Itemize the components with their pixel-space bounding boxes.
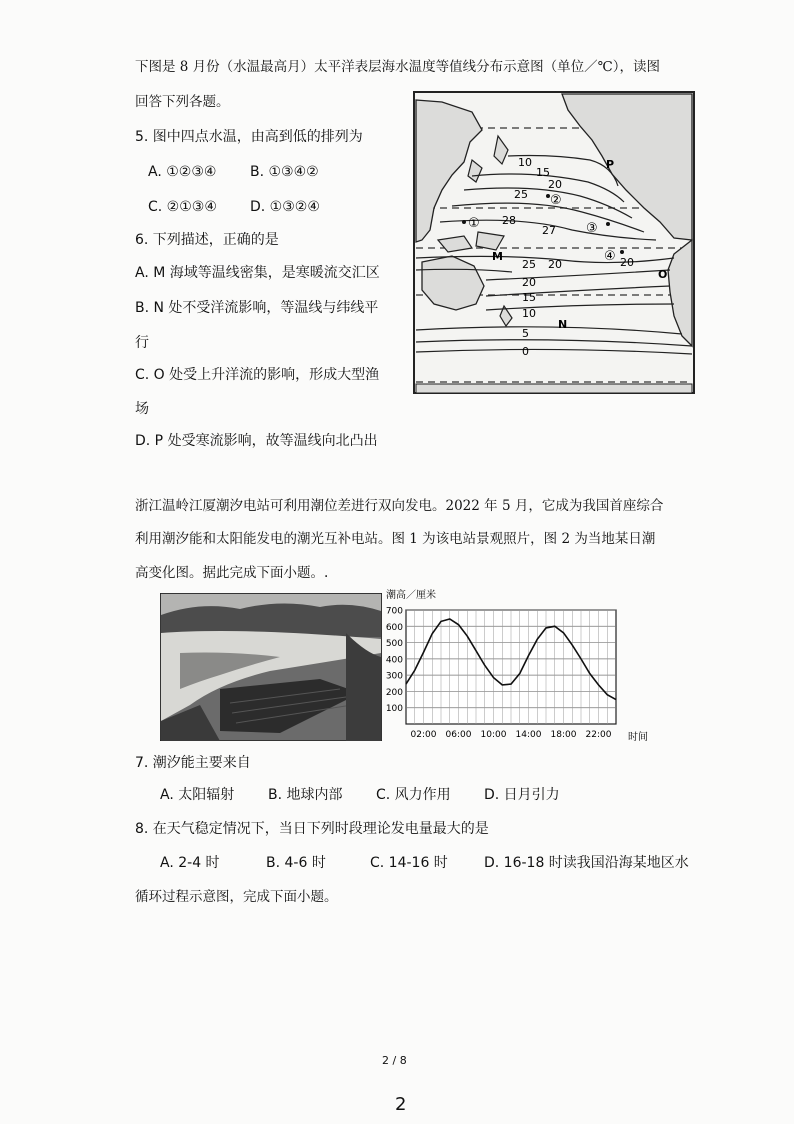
x-tick-label: 18:00 xyxy=(550,730,577,740)
chart-xlabel: 时间 xyxy=(628,732,648,743)
iso-label-27: 27 xyxy=(542,224,556,237)
q5-stem: 5. 图中四点水温，由高到低的排列为 xyxy=(135,129,363,145)
x-tick-label: 22:00 xyxy=(585,730,612,740)
q6-option-b-line2: 行 xyxy=(135,335,149,351)
tide-chart xyxy=(380,588,670,750)
q8-option-a: A. 2-4 时 xyxy=(160,855,220,871)
q5-option-c: C. ②①③④ xyxy=(148,199,217,215)
iso-label-20-east: 20 xyxy=(620,256,634,269)
point-1: ① xyxy=(468,216,480,231)
section2-line1: 浙江温岭江厦潮汐电站可利用潮位差进行双向发电。2022 年 5 月，它成为我国首座综合 xyxy=(135,498,664,514)
q7-option-b: B. 地球内部 xyxy=(268,787,343,803)
iso-label-20-south: 20 xyxy=(548,258,562,271)
q8-option-c: C. 14-16 时 xyxy=(370,855,448,871)
q7-option-a: A. 太阳辐射 xyxy=(160,787,235,803)
q6-option-d: D. P 处受寒流影响，故等温线向北凸出 xyxy=(135,433,378,449)
iso-label-28: 28 xyxy=(502,214,516,227)
q6-option-c-line1: C. O 处受上升洋流的影响，形成大型渔 xyxy=(135,367,380,383)
x-tick-label: 02:00 xyxy=(410,730,437,740)
y-tick-label: 300 xyxy=(385,671,403,682)
point-2: ② xyxy=(550,193,562,208)
q5-option-a: A. ①②③④ xyxy=(148,164,217,180)
q7-option-d: D. 日月引力 xyxy=(484,787,560,803)
section1-intro-line2: 回答下列各题。 xyxy=(135,94,230,110)
section2-line2: 利用潮汐能和太阳能发电的潮光互补电站。图 1 为该电站景观照片，图 2 为当地某日潮 xyxy=(135,531,656,547)
y-tick-label: 100 xyxy=(385,704,403,715)
q6-option-b-line1: B. N 处不受洋流影响，等温线与纬线平 xyxy=(135,300,379,316)
q6-option-a: A. M 海域等温线密集，是寒暖流交汇区 xyxy=(135,265,380,281)
label-m: M xyxy=(492,250,503,263)
page-number: 2 xyxy=(395,1094,407,1115)
iso-label-5: 5 xyxy=(522,327,529,340)
page-indicator: 2 / 8 xyxy=(382,1054,407,1067)
x-tick-label: 06:00 xyxy=(445,730,472,740)
iso-label-20-b: 20 xyxy=(522,276,536,289)
y-tick-label: 200 xyxy=(385,687,403,698)
pacific-isotherm-map xyxy=(412,90,696,395)
section2-line3: 高变化图。据此完成下面小题。. xyxy=(135,565,329,581)
y-tick-label: 500 xyxy=(385,639,403,650)
y-tick-label: 700 xyxy=(385,606,403,617)
y-tick-label: 400 xyxy=(385,655,403,666)
x-tick-label: 14:00 xyxy=(515,730,542,740)
iso-label-0: 0 xyxy=(522,345,529,358)
y-tick-label: 600 xyxy=(385,622,403,633)
q5-option-d: D. ①③②④ xyxy=(250,199,320,215)
iso-label-10: 10 xyxy=(518,156,532,169)
x-tick-label: 10:00 xyxy=(480,730,507,740)
q8-option-b: B. 4-6 时 xyxy=(266,855,326,871)
point-3: ③ xyxy=(586,221,598,236)
point-4: ④ xyxy=(604,249,616,264)
iso-label-10-south: 10 xyxy=(522,307,536,320)
tidal-station-photo xyxy=(160,593,382,741)
iso-label-15: 15 xyxy=(536,166,550,179)
q6-option-c-line2: 场 xyxy=(135,401,149,417)
section1-intro-line1: 下图是 8 月份（水温最高月）太平洋表层海水温度等值线分布示意图（单位／℃），读图 xyxy=(135,59,661,75)
q8-stem: 8. 在天气稳定情况下，当日下列时段理论发电量最大的是 xyxy=(135,821,489,837)
q8-option-d: D. 16-18 时读我国沿海某地区水 xyxy=(484,855,689,871)
q7-option-c: C. 风力作用 xyxy=(376,787,451,803)
iso-label-25: 25 xyxy=(514,188,528,201)
q6-stem: 6. 下列描述，正确的是 xyxy=(135,232,279,248)
iso-label-25-south: 25 xyxy=(522,258,536,271)
label-n: N xyxy=(558,318,568,331)
label-o: O xyxy=(658,268,668,281)
q8-continuation: 循环过程示意图，完成下面小题。 xyxy=(135,889,338,905)
chart-ylabel: 潮高／厘米 xyxy=(386,590,436,601)
iso-label-20: 20 xyxy=(548,178,562,191)
label-p: P xyxy=(606,158,615,171)
q5-option-b: B. ①③④② xyxy=(250,164,319,180)
q7-stem: 7. 潮汐能主要来自 xyxy=(135,755,251,771)
iso-label-15-south: 15 xyxy=(522,291,536,304)
